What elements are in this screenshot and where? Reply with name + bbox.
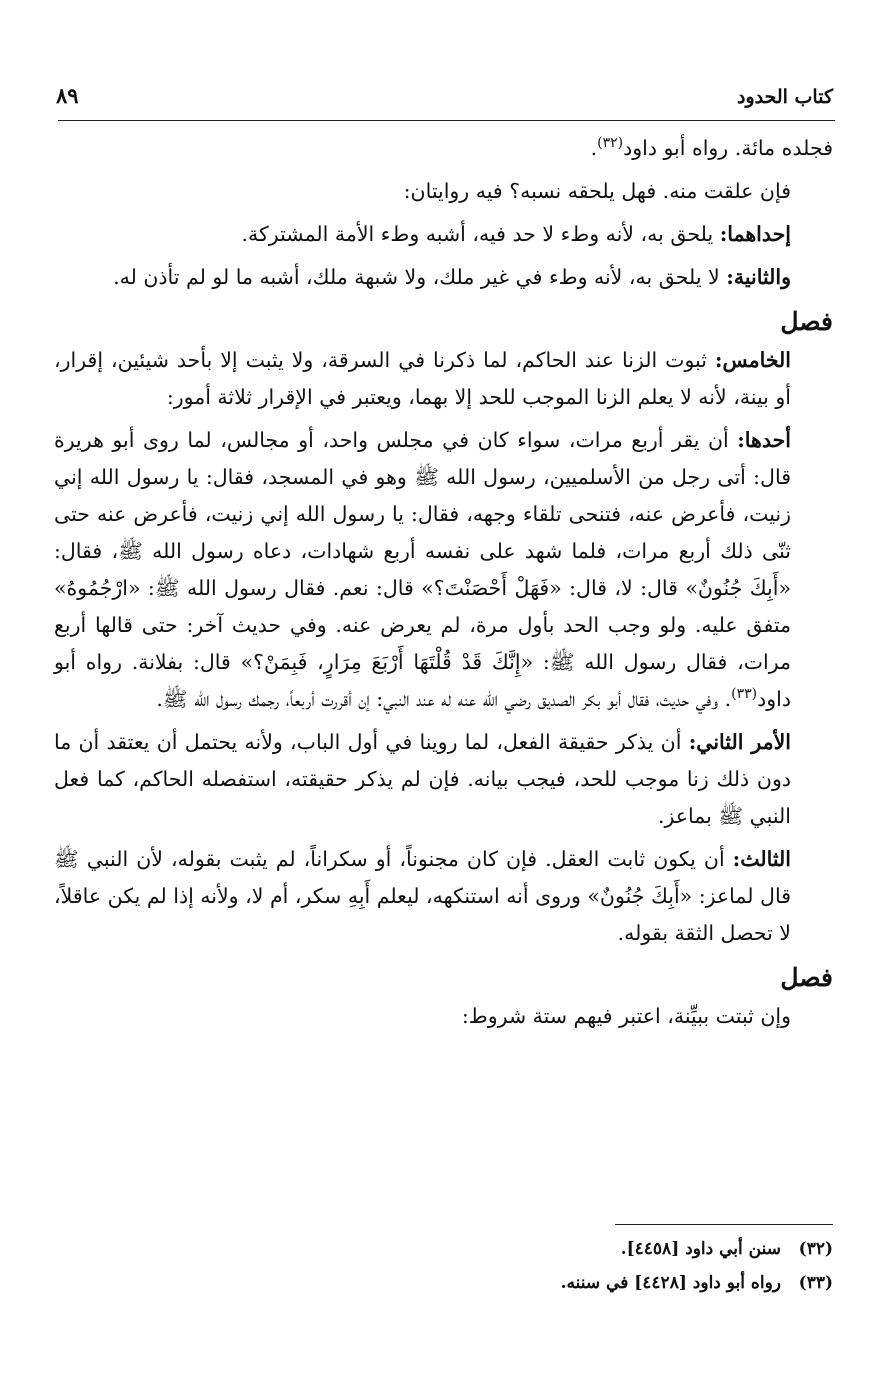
paragraph-8 xyxy=(54,841,833,952)
footnote-number: (٣٢) xyxy=(798,1239,833,1259)
paragraph-4 xyxy=(54,259,833,296)
footnote-32 xyxy=(300,1232,833,1266)
paragraph-term: الأمر الثاني: xyxy=(688,730,791,754)
footnote-number: (٣٣) xyxy=(798,1273,833,1293)
paragraph-term: الثالث: xyxy=(732,847,791,871)
paragraph-3 xyxy=(54,216,833,253)
paragraph-2: فإن علقت منه. فهل يلحقه نسبه؟ فيه روايتان: xyxy=(403,179,791,203)
paragraph-term: الخامس: xyxy=(714,348,791,372)
paragraph-text: فجلده مائة. رواه أبو داود xyxy=(623,136,833,160)
paragraph-text-continued: . وفي حديث، فقال أبو بكر الصديق رضي الله عنه له عند النبي: إن أقررت أربعاً، رجمك رسول الله ﷺ. xyxy=(156,687,732,711)
running-header xyxy=(56,66,833,108)
footnote-divider xyxy=(615,1224,833,1225)
paragraph-6 xyxy=(54,422,833,718)
paragraph-term: إحداهما: xyxy=(719,222,791,246)
paragraph-text: لا يلحق به، لأنه وطء في غير ملك، ولا شبهة ملك، أشبه ما لو لم تأذن له. xyxy=(113,265,727,289)
paragraph-term: أحدها: xyxy=(737,428,791,452)
paragraph-1 xyxy=(54,130,833,167)
paragraph-5 xyxy=(54,342,833,416)
footnote-ref-33[interactable]: (٣٣) xyxy=(731,686,758,703)
paragraph-text: أن يقر أربع مرات، سواء كان في مجلس واحد، أو مجالس، لما روى أبو هريرة قال: أتى رجل من الأسلميين، رسول الله ﷺ وهو في المسجد، فقال: يا رسول الله إني زنيت، فأعرض عنه، فتنحى تلقاء وجهه، فقال: يا رسول الله إني زنيت، فأعرض عنه حتى ثنّى ذلك أربع مرات، فلما شهد على نفسه أربع شهادات، دعاه رسول الله ﷺ، فقال: «أَبِكَ جُنُونٌ» قال: لا، قال: «فَهَلْ أَحْصَنْتَ؟» قال: نعم. فقال رسول الله ﷺ: «ارْجُمُوهُ» متفق عليه. ولو وجب الحد بأول مرة، لم يعرض عنه. وفي حديث آخر: حتى قالها أربع مرات، فقال رسول الله ﷺ: «إِنَّكَ قَدْ قُلْتَهَا أَرْبَعَ مِرَارٍ، فَبِمَنْ؟» قال: بفلانة. رواه أبو داود xyxy=(54,428,791,711)
page-number: ٨٩ xyxy=(56,83,79,108)
paragraph-text: ثبوت الزنا عند الحاكم، لما ذكرنا في السرقة، ولا يثبت إلا بأحد شيئين، إقرار، أو بينة، لأنه لا يعلم الزنا الموجب للحد إلا بهما، ويعتبر في الإقرار ثلاثة أمور: xyxy=(54,348,791,409)
header-divider xyxy=(58,120,835,121)
footnote-text: سنن أبي داود [٤٤٥٨]. xyxy=(620,1239,781,1259)
paragraph-text: أن يكون ثابت العقل. فإن كان مجنوناً، أو سكراناً، لم يثبت بقوله، لأن النبي ﷺ قال لماعز: «أَبِكَ جُنُونٌ» وروى أنه استنكهه، ليعلم أَبِهِ سكر، أم لا، ولأنه إذا لم يكن عاقلاً، لا تحصل الثقة بقوله. xyxy=(54,847,791,945)
book-title: كتاب الحدود xyxy=(736,86,833,108)
section-heading-1: فصل xyxy=(780,307,833,336)
paragraph-9: وإن ثبتت ببيِّنة، اعتبر فيهم ستة شروط: xyxy=(461,1004,791,1028)
footnote-ref-32[interactable]: (٣٢) xyxy=(597,135,624,152)
footnotes xyxy=(300,1232,833,1300)
paragraph-term: والثانية: xyxy=(726,265,791,289)
paragraph-text: أن يذكر حقيقة الفعل، لما روينا في أول الباب، ولأنه يحتمل أن يعتقد أن ما دون ذلك زنا موجب للحد، فيجب بيانه. فإن لم يذكر حقيقته، استفصله الحاكم، كما فعل النبي ﷺ بماعز. xyxy=(54,730,791,828)
paragraph-tail: . xyxy=(590,136,598,160)
footnote-33 xyxy=(300,1266,833,1300)
section-heading-2: فصل xyxy=(780,963,833,992)
paragraph-7 xyxy=(54,724,833,835)
footnote-text: رواه أبو داود [٤٤٢٨] في سننه. xyxy=(560,1273,781,1293)
main-text xyxy=(54,130,833,1041)
paragraph-text: يلحق به، لأنه وطء لا حد فيه، أشبه وطء الأمة المشتركة. xyxy=(241,222,720,246)
